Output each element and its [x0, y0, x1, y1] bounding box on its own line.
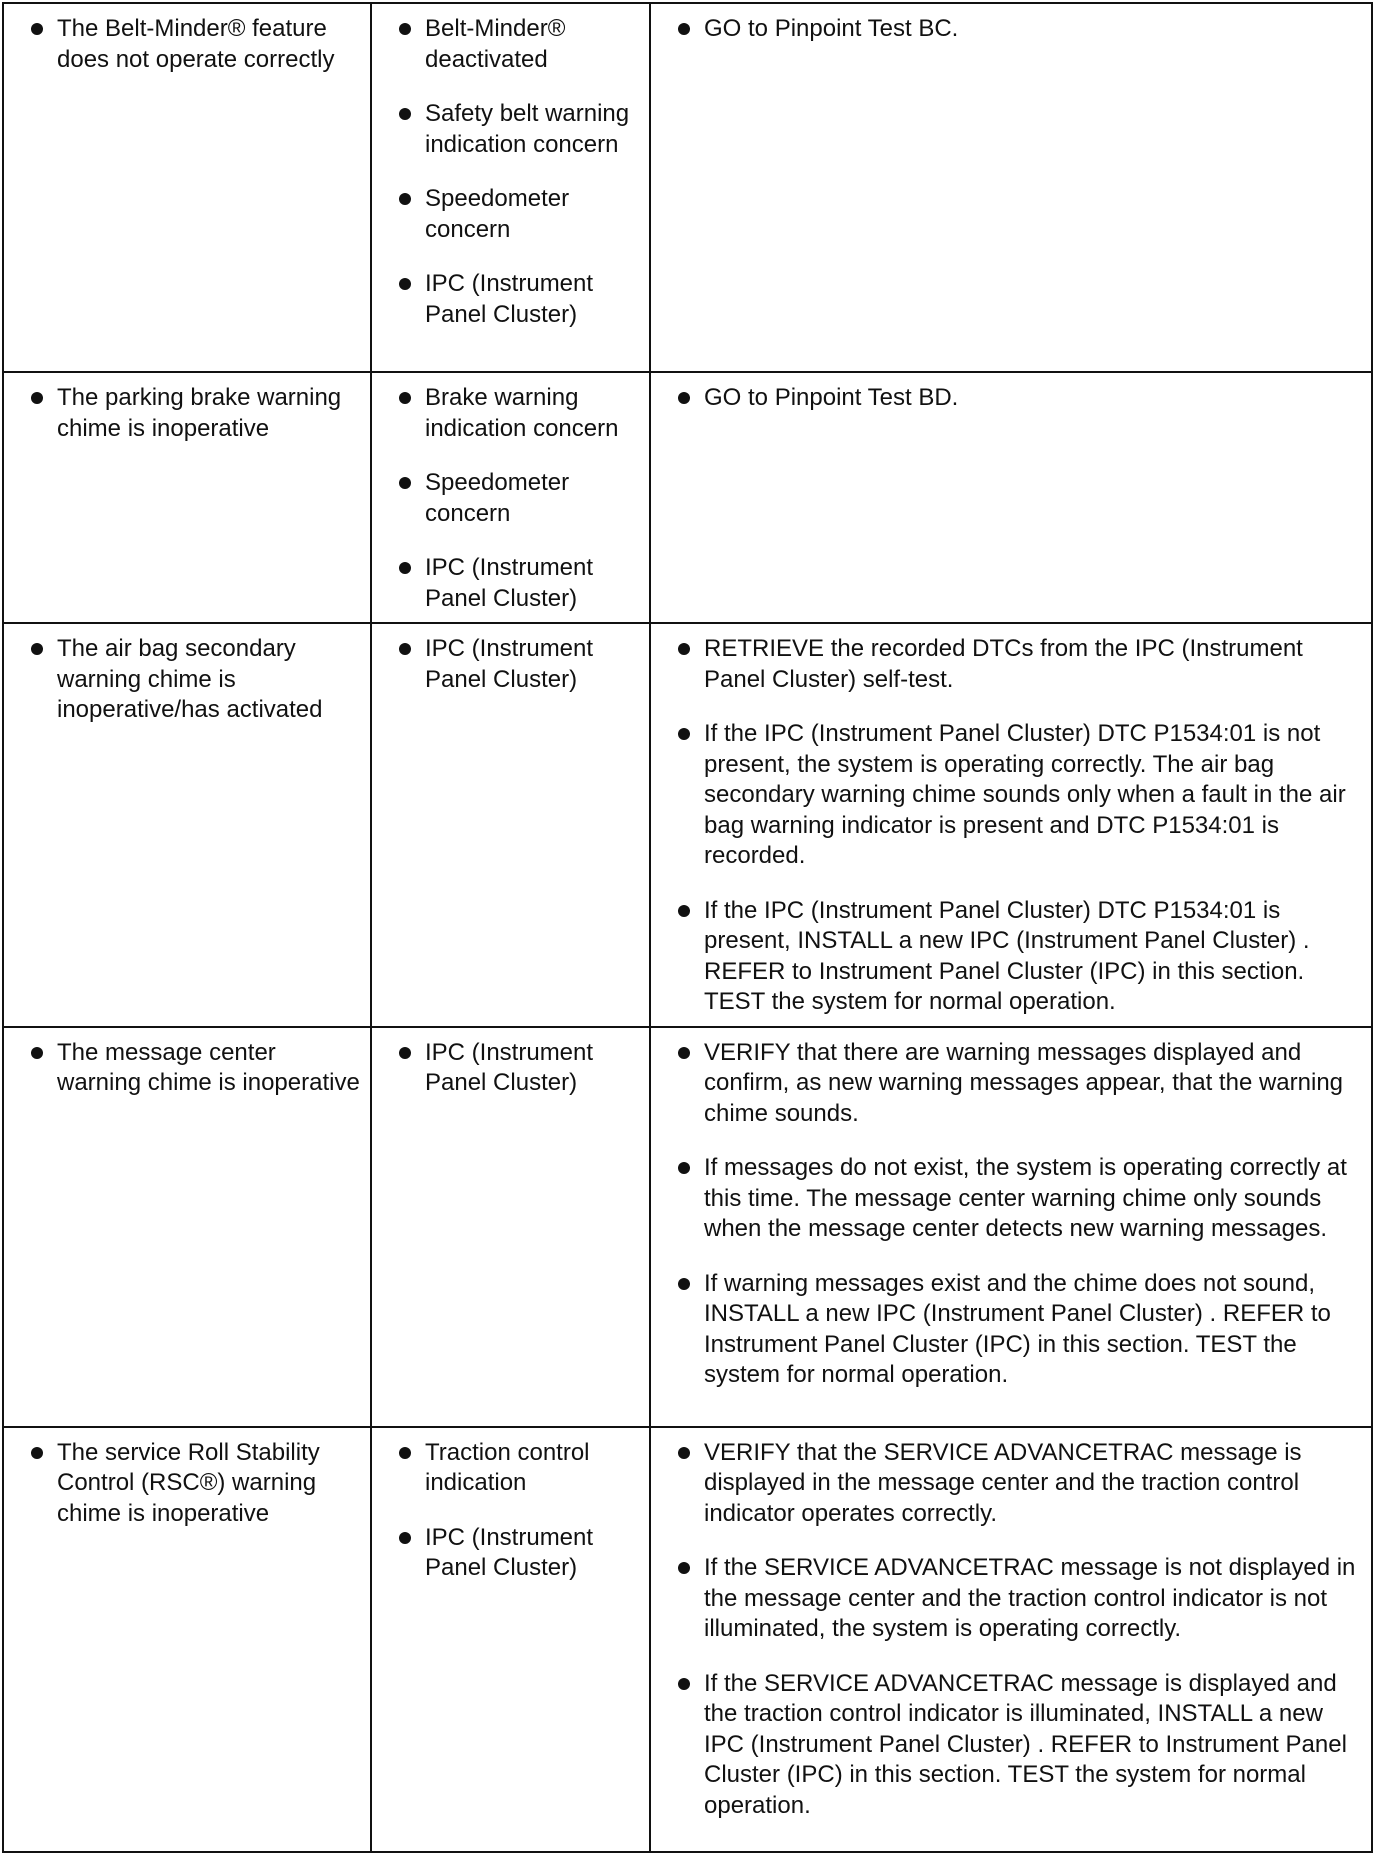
- cause-cell: [371, 1027, 650, 1427]
- list-item: [14, 1038, 360, 1099]
- symptom-cell: [3, 1427, 371, 1852]
- list-item: [14, 383, 360, 444]
- list-item: [382, 269, 639, 330]
- bullet-icon: [678, 1447, 690, 1459]
- bullet-icon: [678, 1278, 690, 1290]
- action-text: If the SERVICE ADVANCETRAC message is not displayed in the message center and the traction control indicator is not illuminated, the system is operating correctly.: [704, 1554, 1356, 1642]
- action-text: RETRIEVE the recorded DTCs from the IPC (Instrument Panel Cluster) self-test.: [704, 635, 1303, 693]
- list-item: [661, 896, 1361, 1018]
- list-item: [382, 14, 639, 75]
- list-item: [661, 719, 1361, 872]
- action-text: If messages do not exist, the system is operating correctly at this time. The message center warning chime only sounds when the message center detects new warning messages.: [704, 1154, 1347, 1242]
- table-row: [3, 1427, 1372, 1852]
- bullet-icon: [678, 905, 690, 917]
- bullet-icon: [678, 1162, 690, 1174]
- bullet-icon: [399, 193, 411, 205]
- action-text: GO to Pinpoint Test BD.: [704, 384, 959, 411]
- list-item: [382, 468, 639, 529]
- cause-text: Speedometer concern: [425, 185, 570, 243]
- bullet-icon: [399, 1047, 411, 1059]
- bullet-icon: [31, 23, 43, 35]
- bullet-icon: [678, 643, 690, 655]
- symptom-cell: [3, 3, 371, 372]
- cause-text: Belt-Minder® deactivated: [425, 15, 566, 73]
- list-item: [661, 1038, 1361, 1130]
- bullet-icon: [678, 1678, 690, 1690]
- bullet-icon: [399, 1532, 411, 1544]
- bullet-icon: [399, 477, 411, 489]
- cause-cell: [371, 1427, 650, 1852]
- table-row: [3, 372, 1372, 623]
- bullet-icon: [399, 562, 411, 574]
- cause-text: IPC (Instrument Panel Cluster): [425, 1038, 594, 1096]
- cause-text: Brake warning indication concern: [425, 384, 619, 442]
- action-cell: [650, 1027, 1372, 1427]
- list-item: [14, 14, 360, 75]
- bullet-icon: [31, 643, 43, 655]
- bullet-icon: [31, 1447, 43, 1459]
- list-item: [382, 1438, 639, 1499]
- bullet-icon: [399, 23, 411, 35]
- action-text: If the SERVICE ADVANCETRAC message is displayed and the traction control indicator is illuminated, INSTALL a new IPC (Instrument Panel Cluster) . REFER to Instrument Panel Cluster (IPC) in this section. TEST the system for normal operation.: [704, 1669, 1347, 1819]
- table-row: [3, 1027, 1372, 1427]
- list-item: [382, 1038, 639, 1099]
- symptom-text: The parking brake warning chime is inoperative: [57, 384, 342, 442]
- cause-cell: [371, 3, 650, 372]
- symptom-cell: [3, 1027, 371, 1427]
- action-text: VERIFY that the SERVICE ADVANCETRAC message is displayed in the message center and the traction control indicator operates correctly.: [704, 1438, 1302, 1527]
- bullet-icon: [399, 278, 411, 290]
- action-text: If the IPC (Instrument Panel Cluster) DTC P1534:01 is present, INSTALL a new IPC (Instrument Panel Cluster) . REFER to Instrument Panel Cluster (IPC) in this section. TEST the system for normal operation.: [704, 896, 1310, 1015]
- list-item: [661, 1269, 1361, 1391]
- action-text: If the IPC (Instrument Panel Cluster) DTC P1534:01 is not present, the system is operating correctly. The air bag secondary warning chime sounds only when a fault in the air bag warning indicator is present and DTC P1534:01 is recorded.: [704, 720, 1346, 869]
- cause-text: Safety belt warning indication concern: [425, 100, 630, 158]
- bullet-icon: [31, 1047, 43, 1059]
- bullet-icon: [678, 392, 690, 404]
- symptom-text: The air bag secondary warning chime is inoperative/has activated: [57, 635, 323, 723]
- action-cell: [650, 1427, 1372, 1852]
- symptom-text: The service Roll Stability Control (RSC®) warning chime is inoperative: [57, 1438, 320, 1527]
- list-item: [661, 1438, 1361, 1530]
- list-item: [382, 383, 639, 444]
- action-text: If warning messages exist and the chime does not sound, INSTALL a new IPC (Instrument Panel Cluster) . REFER to Instrument Panel Cluster (IPC) in this section. TEST the system for normal operation.: [704, 1269, 1331, 1388]
- list-item: [661, 383, 1361, 414]
- bullet-icon: [399, 643, 411, 655]
- list-item: [661, 1153, 1361, 1245]
- bullet-icon: [399, 392, 411, 404]
- list-item: [382, 553, 639, 614]
- bullet-icon: [399, 108, 411, 120]
- cause-text: IPC (Instrument Panel Cluster): [425, 1523, 594, 1581]
- bullet-icon: [678, 728, 690, 740]
- list-item: [382, 99, 639, 160]
- bullet-icon: [31, 392, 43, 404]
- list-item: [661, 1553, 1361, 1645]
- action-cell: [650, 372, 1372, 623]
- bullet-icon: [678, 23, 690, 35]
- action-cell: [650, 623, 1372, 1027]
- symptom-text: The message center warning chime is inoperative: [57, 1038, 360, 1096]
- cause-text: Traction control indication: [425, 1438, 590, 1496]
- list-item: [661, 634, 1361, 695]
- cause-cell: [371, 372, 650, 623]
- bullet-icon: [678, 1562, 690, 1574]
- cause-text: IPC (Instrument Panel Cluster): [425, 270, 594, 328]
- list-item: [382, 1523, 639, 1584]
- symptom-chart-table: [2, 2, 1373, 1853]
- cause-text: Speedometer concern: [425, 469, 570, 527]
- list-item: [382, 184, 639, 245]
- bullet-icon: [399, 1447, 411, 1459]
- cause-text: IPC (Instrument Panel Cluster): [425, 635, 594, 693]
- symptom-cell: [3, 372, 371, 623]
- bullet-icon: [678, 1047, 690, 1059]
- list-item: [14, 1438, 360, 1530]
- action-cell: [650, 3, 1372, 372]
- symptom-cell: [3, 623, 371, 1027]
- table-row: [3, 3, 1372, 372]
- cause-cell: [371, 623, 650, 1027]
- list-item: [382, 634, 639, 695]
- action-text: GO to Pinpoint Test BC.: [704, 15, 959, 42]
- list-item: [661, 14, 1361, 45]
- action-text: VERIFY that there are warning messages displayed and confirm, as new warning messages appear, that the warning chime sounds.: [704, 1038, 1344, 1127]
- table-row: [3, 623, 1372, 1027]
- list-item: [661, 1669, 1361, 1822]
- cause-text: IPC (Instrument Panel Cluster): [425, 554, 594, 612]
- symptom-text: The Belt-Minder® feature does not operate correctly: [57, 15, 335, 73]
- list-item: [14, 634, 360, 726]
